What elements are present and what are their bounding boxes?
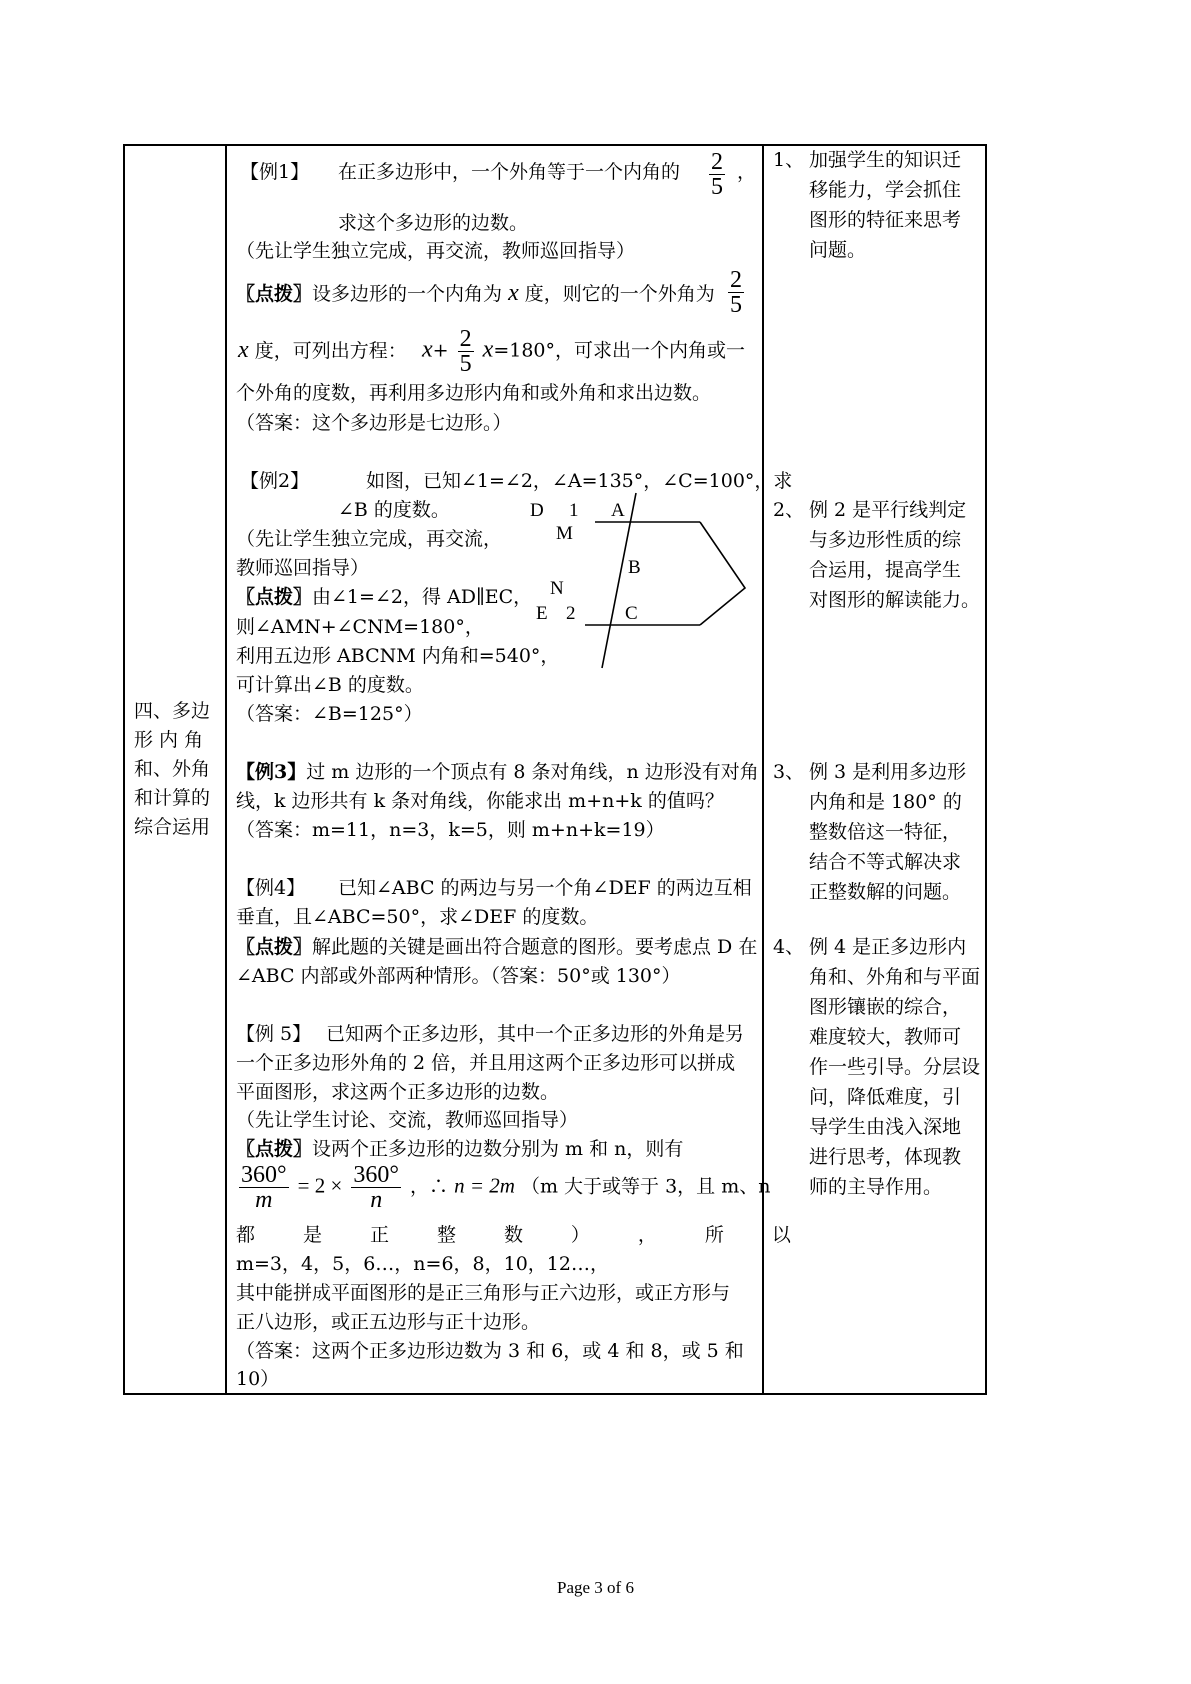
ex2-answer: （答案：∠B=125°） <box>236 703 423 725</box>
section-label-line: 和计算的 <box>134 787 211 809</box>
row-char: 都 <box>236 1224 256 1246</box>
note-2 <box>773 495 983 615</box>
section-label-line: 形 内 角 <box>134 729 204 751</box>
frac-numerator: 360° <box>353 1162 399 1188</box>
ex1-hint-line1 <box>236 278 715 309</box>
row-char: 所 <box>704 1224 724 1246</box>
equation-result: n = 2m <box>454 1173 515 1198</box>
ex5-line-b: 正八边形，或正五边形与正十边形。 <box>236 1311 541 1333</box>
section-label-line: 综合运用 <box>134 816 211 838</box>
note-line: 正整数解的问题。 <box>809 881 962 903</box>
note-number: 4、 <box>773 936 805 958</box>
row-char: 数 <box>503 1224 523 1246</box>
ex1-equation <box>422 327 745 376</box>
ex5-line-a: 其中能拼成平面图形的是正三角形与正六边形，或正方形与 <box>236 1282 731 1304</box>
ex1-text: 在正多边形中，一个外角等于一个内角的 <box>338 161 681 183</box>
hint-text: 设两个正多边形的边数分别为 m 和 n，则有 <box>312 1138 684 1160</box>
note-line: 加强学生的知识迁 <box>809 149 962 171</box>
var-x: x <box>238 337 249 363</box>
section-label-line: 和、外角 <box>134 758 211 780</box>
var-x: x <box>508 280 519 306</box>
note-number: 1、 <box>773 149 805 171</box>
note-line: 合运用，提高学生 <box>809 559 962 581</box>
note-line: 进行思考，体现教 <box>809 1146 962 1168</box>
ex3-text: 过 m 边形的一个顶点有 8 条对角线，n 边形没有对角 <box>306 761 759 783</box>
ex2-hint4: 可计算出∠B 的度数。 <box>236 674 424 696</box>
var-x: x <box>482 336 494 363</box>
ex2-geometry-figure <box>520 490 760 680</box>
ex2-line1: 如图，已知∠1=∠2，∠A=135°，∠C=100°，求 <box>366 470 793 492</box>
row-char: 正 <box>369 1224 389 1246</box>
note-line: 整数倍这一特征， <box>809 821 962 843</box>
hint-tag: 〖点拨〗 <box>236 283 313 305</box>
row-char: ） <box>570 1224 590 1246</box>
note-line: 作一些引导。分层设 <box>809 1056 981 1078</box>
note-line: 与多边形性质的综 <box>809 529 962 551</box>
var-x: x <box>422 336 433 363</box>
ex1-comma: ， <box>737 161 757 183</box>
note-line: 图形的特征来思考 <box>809 209 962 231</box>
hint-tag: 〖点拨〗 <box>236 936 313 958</box>
ex1-tag: 【例1】 <box>240 161 310 183</box>
note-line: 角和、外角和与平面 <box>809 966 981 988</box>
ex5-prompt: （先让学生讨论、交流，教师巡回指导） <box>236 1109 579 1131</box>
note-line: 导学生由浅入深地 <box>809 1116 962 1138</box>
label-b: B <box>628 557 641 578</box>
frac-numerator: 2 <box>711 149 723 175</box>
hint-text: 度，可列出方程： <box>254 340 407 362</box>
ex5-tag: 【例 5】 <box>236 1023 312 1045</box>
label-1: 1 <box>569 500 579 521</box>
note-line: 结合不等式解决求 <box>809 851 962 873</box>
ex4-line1: 已知∠ABC 的两边与另一个角∠DEF 的两边互相 <box>338 877 752 899</box>
note-line: 例 3 是利用多边形 <box>809 761 967 783</box>
ex5-values: m=3，4，5，6…，n=6，8，10，12…， <box>236 1253 609 1275</box>
hint-text: 解此题的关键是画出符合题意的图形。要考虑点 D 在 <box>312 936 758 958</box>
ex1-answer: （答案：这个多边形是七边形。） <box>236 412 512 434</box>
frac-denominator: 5 <box>730 292 742 318</box>
note-line: 图形镶嵌的综合， <box>809 996 962 1018</box>
ex5-answer2: 10） <box>236 1368 280 1390</box>
ex2-line2: ∠B 的度数。 <box>338 499 450 521</box>
ex4-hint1 <box>236 932 757 962</box>
note-3 <box>773 757 983 907</box>
label-d: D <box>530 500 544 521</box>
frac-denominator: 5 <box>459 351 472 377</box>
row-char: ， <box>637 1224 657 1246</box>
hint-text: 度，则它的一个外角为 <box>524 283 715 305</box>
page-footer: Page 3 of 6 <box>557 1578 634 1597</box>
frac-numerator: 2 <box>459 326 472 352</box>
ex4-tag: 【例4】 <box>236 877 306 899</box>
label-e: E <box>536 603 548 624</box>
note-line: 例 4 是正多边形内 <box>809 936 967 958</box>
frac-denominator: 5 <box>711 174 723 200</box>
ex2-hint1 <box>236 582 532 612</box>
note-number: 2、 <box>773 499 805 521</box>
hint-tag: 〖点拨〗 <box>236 586 313 608</box>
frac-denominator: n <box>351 1187 401 1212</box>
ex5-hint1 <box>236 1134 683 1164</box>
ex5-line3: 平面图形，求这两个正多边形的边数。 <box>236 1081 560 1103</box>
note-line: 移能力，学会抓住 <box>809 179 962 201</box>
note-line: 问，降低难度，引 <box>809 1086 962 1108</box>
ex2-hint2: 则∠AMN+∠CNM=180°， <box>236 616 484 638</box>
note-number: 3、 <box>773 761 805 783</box>
ex2-tag: 【例2】 <box>240 470 310 492</box>
ex3-answer: （答案：m=11，n=3，k=5，则 m+n+k=19） <box>236 819 665 841</box>
equation-tail: =180°，可求出一个内角或一 <box>493 339 746 362</box>
pentagon-right-side <box>700 522 745 625</box>
table-col-divider-1 <box>225 144 227 1395</box>
ex4-line2: 垂直，且∠ABC=50°，求∠DEF 的度数。 <box>236 906 599 928</box>
hint-tag: 〖点拨〗 <box>236 1138 313 1160</box>
ex1-fraction <box>706 150 728 199</box>
ex5-equation <box>236 1163 770 1212</box>
ex4-hint2: ∠ABC 内部或外部两种情形。（答案：50°或 130°） <box>236 965 681 987</box>
ex3-line1 <box>236 757 759 787</box>
hint-text: 设多边形的一个内角为 <box>312 283 503 305</box>
label-m: M <box>556 523 573 544</box>
label-c: C <box>625 603 638 624</box>
condition-text: （m 大于或等于 3，且 m、n <box>521 1175 771 1198</box>
label-a: A <box>611 500 625 521</box>
note-line: 问题。 <box>809 239 867 261</box>
table-left-border <box>123 144 125 1395</box>
ex5-answer1: （答案：这两个正多边形边数为 3 和 6，或 4 和 8，或 5 和 <box>236 1340 744 1362</box>
equation-middle: = 2 × <box>297 1173 343 1198</box>
section-label <box>134 697 219 842</box>
ex1-heading <box>240 157 309 187</box>
ex2-prompt2: 教师巡回指导） <box>236 557 370 579</box>
ex1-line2: 求这个多边形的边数。 <box>338 212 529 234</box>
note-1 <box>773 145 983 265</box>
ex1-hint-line2 <box>238 335 407 366</box>
therefore-sign: ，∴ <box>410 1175 449 1198</box>
ex1-hint-fraction <box>725 268 747 317</box>
ex5-justified-row <box>236 1220 791 1250</box>
ex3-tag: 【例3】 <box>236 761 307 783</box>
ex2-hint3: 利用五边形 ABCNM 内角和=540°， <box>236 645 560 667</box>
note-line: 难度较大，教师可 <box>809 1026 962 1048</box>
note-line: 对图形的解读能力。 <box>809 589 981 611</box>
note-line: 师的主导作用。 <box>809 1176 943 1198</box>
note-line: 内角和是 180° 的 <box>809 791 962 813</box>
section-label-line: 四、多边 <box>134 700 211 722</box>
ex3-line2: 线，k 边形共有 k 条对角线，你能求出 m+n+k 的值吗？ <box>236 790 724 812</box>
ex1-prompt: （先让学生独立完成，再交流，教师巡回指导） <box>236 240 636 262</box>
frac-numerator: 2 <box>730 267 742 293</box>
label-2: 2 <box>566 603 576 624</box>
table-right-border <box>985 144 987 1395</box>
label-n: N <box>550 578 564 599</box>
frac-numerator: 360° <box>241 1162 287 1188</box>
ex5-line2: 一个正多边形外角的 2 倍，并且用这两个正多边形可以拼成 <box>236 1052 736 1074</box>
row-char: 是 <box>302 1224 322 1246</box>
hint-text: 由∠1=∠2，得 AD∥EC， <box>312 586 533 608</box>
ex1-line1 <box>338 157 680 187</box>
plus-sign: + <box>432 339 449 362</box>
row-char: 整 <box>436 1224 456 1246</box>
frac-denominator: m <box>239 1187 289 1212</box>
ex2-prompt1: （先让学生独立完成，再交流， <box>236 528 503 550</box>
ex5-line1: 已知两个正多边形，其中一个正多边形的外角是另 <box>326 1023 745 1045</box>
note-4 <box>773 932 983 1202</box>
row-char: 以 <box>771 1224 791 1246</box>
note-line: 例 2 是平行线判定 <box>809 499 967 521</box>
ex1-hint-line3: 个外角的度数，再利用多边形内角和或外角和求出边数。 <box>236 382 712 404</box>
